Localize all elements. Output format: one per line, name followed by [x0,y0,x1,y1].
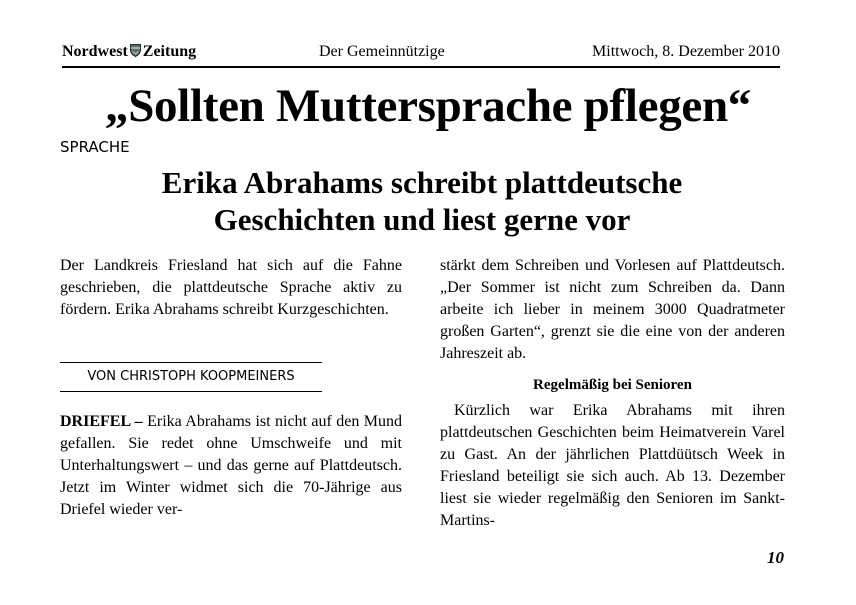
subheadline-line-2: Geschichten und liest gerne vor [213,202,631,237]
subheadline [60,164,784,238]
section-subheading: Regelmäßig bei Senioren [533,377,692,393]
article-body-left [60,411,402,521]
paragraph-1-start [60,411,402,521]
headline: „Sollten Muttersprache pflegen“ [105,80,751,132]
byline-rule-bottom [60,391,322,392]
subheadline-line-1: Erika Abrahams schreibt plattdeutsche [161,165,683,200]
paragraph-2: Kürzlich war Erika Abrahams mit ihren plattdeutschen Geschichten beim Heimatverein Varel zu Gast. An der jährlichen Plattdüütsch Week in Friesland beteiligt sie sich auch. Ab 13. Dezember liest sie wieder regelmäßig den Senioren im Sankt-Martins- [440,402,785,529]
dateline: DRIEFEL – [60,413,143,430]
byline-rule-top [60,362,322,363]
kicker: SPRACHE [60,138,130,156]
issue-date: Mittwoch, 8. Dezember 2010 [592,43,780,60]
page-number: 10 [767,548,784,567]
teaser-column [60,255,402,321]
byline: VON CHRISTOPH KOOPMEINERS [87,369,295,384]
newspaper-name-part2: Zeitung [142,43,197,60]
article-body-right [440,255,785,532]
section-name: Der Gemeinnützige [319,43,445,60]
newspaper-name [62,43,196,61]
masthead [62,42,780,68]
coat-of-arms-icon [130,44,141,57]
newspaper-name-part1: Nordwest [62,43,128,60]
teaser: Der Landkreis Friesland hat sich auf die Fahne geschrieben, die plattdeutsche Sprache aktiv zu fördern. Erika Abrahams schreibt Kurzgeschichten. [60,257,402,318]
paragraph-1-continued: stärkt dem Schreiben und Vorlesen auf Plattdeutsch. „Der Sommer ist nicht zum Schreiben da. Dann arbeite ich lieber in meinem 3000 Quadratmeter großen Garten“, grenzt sie die eine von der anderen Jahreszeit ab. [440,257,785,362]
paragraph-1-left-text: Erika Abrahams ist nicht auf den Mund gefallen. Sie redet ohne Umschweife und mit Unterhaltungswert – und das gerne auf Plattdeutsch. Jetzt im Winter widmet sich die 70-Jährige aus Driefel wieder ver- [60,413,403,518]
